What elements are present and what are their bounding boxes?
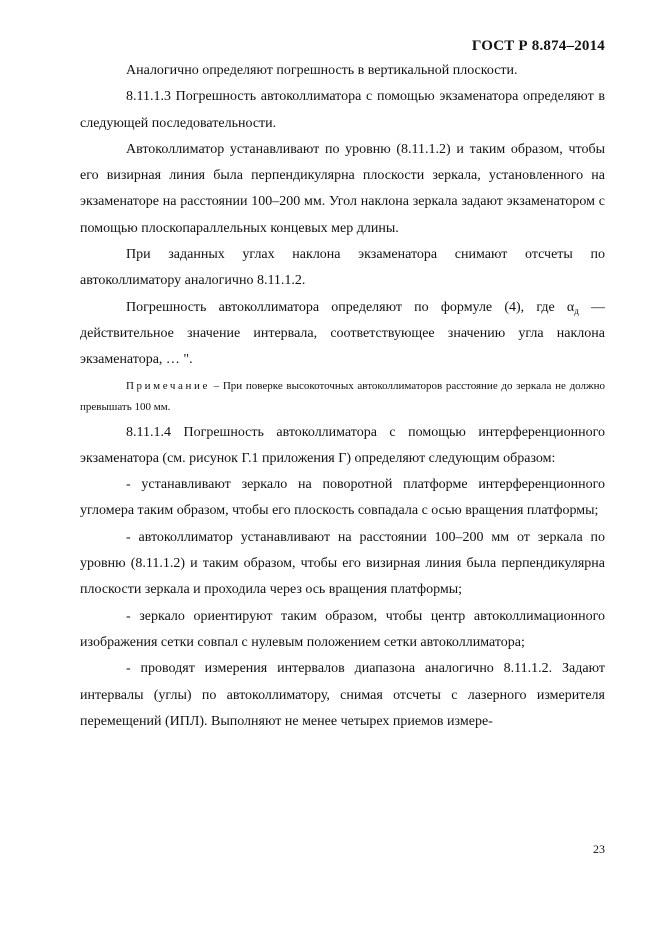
list-item-measurements: - проводят измерения интервалов диапазона аналогично 8.11.1.2. Задают интервалы (углы) по автоколлиматору, снимая отсчеты с лазерного измерителя перемещений (ИПЛ). Выполняют не менее четырех приемов измере-: [80, 661, 605, 729]
formula-text-after: — действительное значение интервала, соответствующее значению угла наклона экзаменатора, … ".: [80, 299, 605, 368]
formula-subscript: д: [574, 305, 579, 316]
paragraph-8-11-1-3: 8.11.1.3 Погрешность автоколлиматора с помощью экзаменатора определяют в следующей последовательности.: [80, 89, 605, 131]
note: [80, 376, 605, 418]
standard-header: ГОСТ Р 8.874–2014: [471, 38, 605, 54]
page-number: 23: [593, 842, 605, 856]
paragraph-formula: [80, 295, 605, 374]
paragraph-readings: При заданных углах наклона экзаменатора снимают отсчеты по автоколлиматору аналогично 8.11.1.2.: [80, 247, 605, 289]
note-text: – При поверке высокоточных автоколлиматоров расстояние до зеркала не должно превышать 100 мм.: [80, 379, 605, 413]
list-item-mirror-setup: - устанавливают зеркало на поворотной платформе интерференционного угломера таким образом, чтобы его плоскость совпадала с осью вращения платформы;: [80, 477, 605, 519]
main-text: [80, 58, 605, 735]
note-label: Примечание: [126, 379, 210, 392]
list-item-mirror-orientation: - зеркало ориентируют таким образом, чтобы центр автоколлимационного изображения сетки совпал с нулевым положением сетки автоколлиматора;: [80, 608, 605, 650]
paragraph-autocollimator-setup: Автоколлиматор устанавливают по уровню (8.11.1.2) и таким образом, чтобы его визирная линия была перпендикулярна плоскости зеркала, установленного на экзаменаторе на расстоянии 100–200 мм. Угол наклона зеркала задают экзаменатором с помощью плоскопараллельных концевых мер длины.: [80, 141, 605, 236]
paragraph-vertical-plane: Аналогично определяют погрешность в вертикальной плоскости.: [126, 63, 518, 78]
formula-text-before: Погрешность автоколлиматора определяют по формуле (4), где α: [126, 299, 575, 315]
list-item-autocollimator-distance: - автоколлиматор устанавливают на расстоянии 100–200 мм от зеркала по уровню (8.11.1.2) и таким образом, чтобы его визирная линия была перпендикулярна плоскости зеркала и проходила через ось вращения платформы;: [80, 529, 605, 598]
paragraph-8-11-1-4: 8.11.1.4 Погрешность автоколлиматора с помощью интерференционного экзаменатора (см. рисунок Г.1 приложения Г) определяют следующим образом:: [80, 424, 605, 466]
